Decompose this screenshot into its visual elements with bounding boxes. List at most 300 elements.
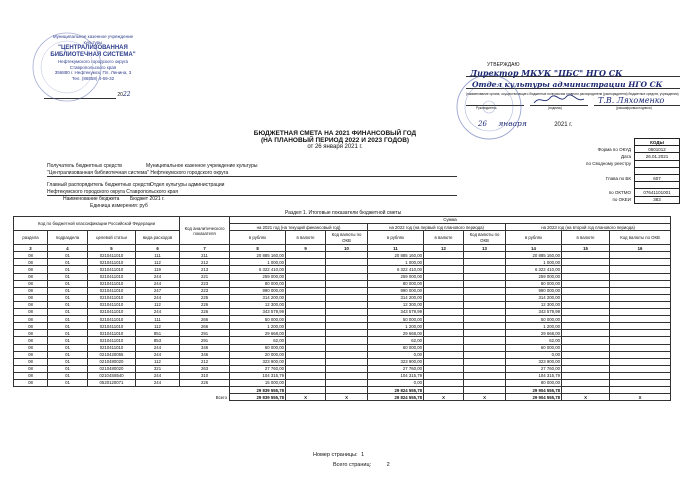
cell-vr: 111 [136, 252, 180, 259]
cell-razdel: 08 [14, 330, 48, 337]
cell-podrazdel: 01 [48, 316, 88, 323]
approval-head-name: Т.В. Ляхоменко [598, 96, 665, 105]
cell-podrazdel: 01 [48, 259, 88, 266]
header-sum: Сумма [230, 217, 671, 224]
cell-year-3-okv [610, 316, 671, 323]
cell-razdel: 08 [14, 358, 48, 365]
cell-year-3-rub: 6 322 410,00 [506, 266, 562, 273]
cell-csr: 0210411010 [88, 323, 136, 330]
cell-csr: 0520120071 [88, 379, 136, 386]
cell-year-2-rub: 314 200,00 [368, 294, 424, 301]
cell-vr: 851 [136, 330, 180, 337]
cell-year-1-okv [326, 252, 368, 259]
table-row [14, 252, 671, 259]
cell-year-3-okv [610, 344, 671, 351]
codes-header: КОДЫ [635, 139, 680, 146]
cell-vr: 244 [136, 280, 180, 287]
cell-razdel: 08 [14, 259, 48, 266]
cell-analytic: 223 [180, 280, 230, 287]
cell-year-2-val [424, 372, 464, 379]
cell-csr: 0210480020 [88, 358, 136, 365]
cell-podrazdel: 01 [48, 330, 88, 337]
cell-analytic: 291 [180, 337, 230, 344]
cell-year-3-val [562, 337, 610, 344]
stamp-line: 356880 г. Нефтекумск, Пл. Ленина, 3 [54, 70, 132, 75]
cell-year-2-val [424, 365, 464, 372]
cell-year-3-rub: 20 885 160,00 [506, 252, 562, 259]
column-numbers-row [14, 245, 671, 252]
cell-year-1-okv [326, 330, 368, 337]
cell-year-3-okv [610, 351, 671, 358]
table-row [14, 259, 671, 266]
subtotal-row [14, 387, 671, 394]
cell-razdel: 08 [14, 287, 48, 294]
cell-year-1-rub: 6 322 410,00 [230, 266, 286, 273]
cell-year-1-val [286, 323, 326, 330]
header-okv-3: Код валюты по ОКВ [610, 231, 671, 245]
cell-year-1-val [286, 379, 326, 386]
cell-year-1-val [286, 365, 326, 372]
cell-year-3-rub: 80 000,00 [506, 280, 562, 287]
cell-year-2-okv [464, 309, 506, 316]
header-vr: вида расходов [136, 231, 180, 245]
total-x-mark: X [562, 394, 610, 401]
cell-year-2-val [424, 358, 464, 365]
cell-year-1-rub: 50 000,00 [230, 316, 286, 323]
cell-razdel: 08 [14, 294, 48, 301]
cell-year-2-rub: 50 000,00 [368, 316, 424, 323]
total-pages-value: 2 [386, 462, 390, 468]
round-seal-right-icon [454, 72, 524, 142]
header-analytic: Код аналитического показателя [180, 217, 230, 245]
cell-year-2-rub: 323 900,00 [368, 358, 424, 365]
cell-year-2-okv [464, 294, 506, 301]
cell-year-3-okv [610, 379, 671, 386]
cell-vr: 321 [136, 365, 180, 372]
cell-vr: 244 [136, 273, 180, 280]
cell-year-1-val [286, 372, 326, 379]
unit-label: Единица измерения: руб [90, 203, 148, 209]
column-number: 10 [326, 245, 368, 252]
cell-year-2-rub: 6 322 410,00 [368, 266, 424, 273]
cell-razdel: 08 [14, 273, 48, 280]
cell-year-2-val [424, 280, 464, 287]
cell-year-3-okv [610, 287, 671, 294]
cell-year-2-val [424, 294, 464, 301]
cell-vr: 112 [136, 323, 180, 330]
manager-value: Отдел культуры администрации [150, 182, 225, 188]
cell-year-3-okv [610, 323, 671, 330]
cell-year-1-rub: 27 760,00 [230, 365, 286, 372]
cell-csr: 0210420055 [88, 351, 136, 358]
cell-csr: 0210411010 [88, 316, 136, 323]
header-val-3: в валюте [562, 231, 610, 245]
cell-year-1-okv [326, 294, 368, 301]
cell-year-3-val [562, 280, 610, 287]
cell-razdel: 08 [14, 365, 48, 372]
cell-csr: 0210411010 [88, 273, 136, 280]
cell-year-2-rub: 1 200,00 [368, 323, 424, 330]
cell-year-3-val [562, 330, 610, 337]
cell-year-3-okv [610, 309, 671, 316]
stamp-line: Нефтекумского городского округа [57, 59, 129, 64]
cell-year-3-val [562, 358, 610, 365]
cell-year-2-rub: 0,00 [368, 351, 424, 358]
cell-vr: 244 [136, 351, 180, 358]
cell-year-1-rub: 314 200,00 [230, 294, 286, 301]
cell-analytic: 226 [180, 309, 230, 316]
codes-label: по Сводному реестру [586, 161, 631, 167]
cell-podrazdel: 01 [48, 379, 88, 386]
cell-year-2-okv [464, 337, 506, 344]
cell-year-2-okv [464, 259, 506, 266]
table-row [14, 323, 671, 330]
budget-value: Бюджет 2021 г. [130, 196, 165, 202]
cell-year-2-val [424, 259, 464, 266]
cell-csr: 0210411010 [88, 259, 136, 266]
total-row [14, 394, 671, 401]
cell-year-2-val [424, 252, 464, 259]
header-code: Код по бюджетной классификации Российской Федерации [14, 217, 180, 231]
cell-year-2-okv [464, 252, 506, 259]
header-rub-3: в рублях [506, 231, 562, 245]
subtotal-year-2: 29 824 555,78 [368, 387, 424, 394]
cell-year-3-rub: 12 300,00 [506, 301, 562, 308]
cell-analytic: 310 [180, 372, 230, 379]
cell-razdel: 08 [14, 344, 48, 351]
cell-year-1-okv [326, 323, 368, 330]
column-number: 9 [286, 245, 326, 252]
cell-year-2-okv [464, 372, 506, 379]
cell-year-3-val [562, 252, 610, 259]
cell-podrazdel: 01 [48, 273, 88, 280]
cell-year-2-okv [464, 330, 506, 337]
table-row [14, 365, 671, 372]
table-row [14, 301, 671, 308]
total-x-mark: X [610, 394, 671, 401]
header-year-1: на 2021 год (на текущий финансовый год) [230, 224, 368, 231]
stamp-line: БИБЛИОТЕЧНАЯ СИСТЕМА" [50, 52, 136, 58]
cell-csr: 0210411010 [88, 294, 136, 301]
table-row [14, 358, 671, 365]
cell-razdel: 08 [14, 316, 48, 323]
column-number: 8 [230, 245, 286, 252]
cell-year-1-val [286, 273, 326, 280]
cell-year-2-val [424, 273, 464, 280]
cell-year-2-rub: 1 000,00 [368, 259, 424, 266]
cell-year-2-val [424, 287, 464, 294]
cell-csr: 0210411010 [88, 252, 136, 259]
codes-block [560, 138, 680, 204]
cell-year-3-rub: 50 000,00 [506, 316, 562, 323]
total-year-3: 29 904 555,78 [506, 394, 562, 401]
cell-podrazdel: 01 [48, 344, 88, 351]
cell-vr: 111 [136, 316, 180, 323]
codes-value: 26.01.2021 [635, 153, 680, 160]
header-year-3: на 2023 год (на второй год планового периода) [506, 224, 671, 231]
cell-year-1-okv [326, 280, 368, 287]
cell-year-3-rub: 0,00 [506, 351, 562, 358]
cell-razdel: 08 [14, 309, 48, 316]
cell-razdel: 08 [14, 252, 48, 259]
stamp-line: Муниципальное казенное учреждение [52, 34, 134, 39]
codes-label [560, 182, 635, 189]
cell-razdel: 08 [14, 372, 48, 379]
cell-year-3-rub: 104 315,79 [506, 372, 562, 379]
cell-year-1-okv [326, 344, 368, 351]
cell-razdel: 08 [14, 323, 48, 330]
cell-podrazdel: 01 [48, 323, 88, 330]
cell-csr: 0210411010 [88, 280, 136, 287]
header-csr: целевой статьи [88, 231, 136, 245]
cell-razdel: 08 [14, 301, 48, 308]
codes-row [560, 146, 680, 153]
recipient-label: Получатель бюджетных средств [47, 163, 122, 169]
title-line-1: БЮДЖЕТНАЯ СМЕТА НА 2021 ФИНАНСОВЫЙ ГОД [253, 130, 417, 137]
cell-analytic: 225 [180, 294, 230, 301]
codes-row [560, 174, 680, 181]
stamp-date-suffix: 20 [117, 92, 123, 98]
codes-value [635, 160, 680, 167]
round-seal-left-icon [30, 30, 104, 104]
cell-year-2-rub: 0,00 [368, 379, 424, 386]
cell-year-3-val [562, 372, 610, 379]
title-line-2: (НА ПЛАНОВЫЙ ПЕРИОД 2022 И 2023 ГОДОВ) [260, 137, 410, 144]
cell-analytic: 212 [180, 259, 230, 266]
header-okv-1: Код валюты по ОКВ [326, 231, 368, 245]
cell-year-1-okv [326, 337, 368, 344]
cell-year-1-val [286, 266, 326, 273]
cell-year-2-val [424, 301, 464, 308]
cell-vr: 244 [136, 379, 180, 386]
cell-vr: 112 [136, 301, 180, 308]
cell-year-1-okv [326, 259, 368, 266]
header-podrazdel: подраздела [48, 231, 88, 245]
cell-year-1-val [286, 344, 326, 351]
cell-year-3-rub: 29 668,00 [506, 330, 562, 337]
cell-year-2-okv [464, 273, 506, 280]
cell-podrazdel: 01 [48, 301, 88, 308]
cell-vr: 853 [136, 337, 180, 344]
table-row [14, 351, 671, 358]
cell-year-2-rub: 27 760,00 [368, 365, 424, 372]
page-number [313, 452, 364, 458]
cell-analytic: 266 [180, 323, 230, 330]
table-row [14, 372, 671, 379]
cell-year-3-val [562, 365, 610, 372]
recipient-value: Муниципальное казенное учреждение культуры [146, 163, 258, 169]
codes-label [560, 167, 635, 174]
cell-year-2-val [424, 330, 464, 337]
header-val-2: в валюте [424, 231, 464, 245]
codes-row [560, 153, 680, 160]
cell-year-1-rub: 29 668,00 [230, 330, 286, 337]
approval-org: Отдел культуры администрации НГО СК [472, 80, 663, 89]
column-number: 16 [610, 245, 671, 252]
cell-year-1-okv [326, 351, 368, 358]
cell-vr: 244 [136, 294, 180, 301]
cell-vr: 247 [136, 287, 180, 294]
column-number: 14 [506, 245, 562, 252]
cell-year-1-val [286, 351, 326, 358]
cell-analytic: 346 [180, 351, 230, 358]
page-number-value: 1 [361, 452, 365, 458]
cell-year-1-okv [326, 358, 368, 365]
subtotal-year-2-val [424, 387, 464, 394]
column-number: 5 [88, 245, 136, 252]
cell-year-3-val [562, 273, 610, 280]
column-number: 11 [368, 245, 424, 252]
stamp-line: Тел. (86558) 4-69-32 [71, 75, 115, 81]
cell-year-3-rub: 1 200,00 [506, 323, 562, 330]
cell-year-1-val [286, 309, 326, 316]
cell-razdel: 08 [14, 379, 48, 386]
codes-row [560, 182, 680, 189]
cell-year-3-okv [610, 280, 671, 287]
cell-podrazdel: 01 [48, 337, 88, 344]
cell-year-2-rub: 80 000,00 [368, 280, 424, 287]
table-row [14, 379, 671, 386]
cell-year-2-rub: 104 315,79 [368, 372, 424, 379]
approval-date-month: января [498, 119, 527, 128]
cell-csr: 0210480020 [88, 365, 136, 372]
cell-year-3-okv [610, 330, 671, 337]
manager-value-2: Нефтекумского городского округа Ставропольского края [47, 189, 178, 195]
cell-year-2-okv [464, 266, 506, 273]
cell-year-1-val [286, 330, 326, 337]
cell-year-1-rub: 259 000,00 [230, 273, 286, 280]
codes-value: 607 [635, 174, 680, 181]
cell-vr: 244 [136, 372, 180, 379]
cell-year-1-val [286, 316, 326, 323]
cell-year-3-val [562, 323, 610, 330]
table-row [14, 280, 671, 287]
codes-value [635, 167, 680, 174]
cell-razdel: 08 [14, 266, 48, 273]
cell-year-1-val [286, 358, 326, 365]
cell-year-3-rub: 343 579,99 [506, 309, 562, 316]
cell-year-1-rub: 80 000,00 [230, 280, 286, 287]
total-x-mark: X [286, 394, 326, 401]
total-pages-label: Всего страниц: [333, 462, 372, 468]
cell-podrazdel: 01 [48, 287, 88, 294]
cell-vr: 112 [136, 259, 180, 266]
column-number: 3 [14, 245, 48, 252]
cell-year-3-val [562, 309, 610, 316]
stamp-line: "ЦЕНТРАЛИЗОВАННАЯ [58, 45, 128, 51]
stamp-line: культуры [83, 39, 103, 45]
cell-year-1-val [286, 294, 326, 301]
approval-head-caption-mid: (подпись) [548, 106, 563, 110]
codes-label: Глава по БК [605, 175, 631, 181]
cell-year-2-okv [464, 379, 506, 386]
cell-year-3-okv [610, 252, 671, 259]
cell-year-3-okv [610, 301, 671, 308]
stamp-date-year: 22 [122, 91, 131, 98]
recipient-value-2: "Централизованная библиотечная система" Нефтекумского городского округа [47, 170, 229, 176]
codes-label: по ОКЕИ [612, 197, 631, 203]
cell-year-2-okv [464, 301, 506, 308]
cell-year-3-okv [610, 337, 671, 344]
table-row [14, 294, 671, 301]
cell-razdel: 08 [14, 351, 48, 358]
cell-year-3-okv [610, 358, 671, 365]
document-title [230, 130, 440, 151]
cell-year-2-val [424, 323, 464, 330]
codes-value: 07641101001 [635, 189, 680, 196]
cell-csr: 0210411010 [88, 287, 136, 294]
cell-analytic: 221 [180, 273, 230, 280]
table-row [14, 337, 671, 344]
cell-year-3-rub: 314 200,00 [506, 294, 562, 301]
cell-vr: 244 [136, 309, 180, 316]
cell-csr: 0210411010 [88, 309, 136, 316]
codes-table [560, 138, 680, 204]
cell-year-3-rub: 259 000,00 [506, 273, 562, 280]
subtotal-year-3-okv [610, 387, 671, 394]
cell-year-1-rub: 1 200,00 [230, 323, 286, 330]
cell-year-2-rub: 343 579,99 [368, 309, 424, 316]
column-number: 13 [464, 245, 506, 252]
cell-year-1-rub: 20 000,00 [230, 351, 286, 358]
codes-row [560, 196, 680, 203]
cell-podrazdel: 01 [48, 351, 88, 358]
cell-year-3-rub: 990 000,00 [506, 287, 562, 294]
cell-year-3-okv [610, 259, 671, 266]
subtotal-blank [14, 387, 230, 394]
cell-razdel: 08 [14, 280, 48, 287]
cell-year-3-okv [610, 266, 671, 273]
cell-year-3-val [562, 344, 610, 351]
header-rub-1: в рублях [230, 231, 286, 245]
header-okv-2: Код валюты по ОКВ [464, 231, 506, 245]
cell-csr: 02104S8540 [88, 372, 136, 379]
subtotal-year-1-val [286, 387, 326, 394]
cell-csr: 0210411010 [88, 344, 136, 351]
cell-podrazdel: 01 [48, 280, 88, 287]
cell-year-1-val [286, 287, 326, 294]
cell-vr: 119 [136, 266, 180, 273]
total-x-mark: X [326, 394, 368, 401]
approval-title: УТВЕРЖДАЮ [487, 62, 520, 68]
column-number: 6 [136, 245, 180, 252]
header-val-1: в валюте [286, 231, 326, 245]
codes-value: 383 [635, 196, 680, 203]
budget-table [13, 216, 671, 401]
cell-podrazdel: 01 [48, 266, 88, 273]
codes-label: Форма по ОКУД [597, 146, 631, 152]
cell-year-3-val [562, 316, 610, 323]
cell-year-2-rub: 29 668,00 [368, 330, 424, 337]
cell-year-1-okv [326, 273, 368, 280]
approval-head-caption-left: Руководитель [476, 106, 497, 110]
cell-analytic: 291 [180, 330, 230, 337]
cell-year-2-val [424, 309, 464, 316]
subtotal-year-3-val [562, 387, 610, 394]
cell-year-1-rub: 104 315,79 [230, 372, 286, 379]
section-title: Раздел 1. Итоговые показатели бюджетной сметы [285, 210, 402, 216]
cell-year-1-okv [326, 301, 368, 308]
subtotal-year-3: 29 904 555,78 [506, 387, 562, 394]
cell-year-2-okv [464, 316, 506, 323]
table-row [14, 330, 671, 337]
cell-year-3-rub: 60 000,00 [506, 344, 562, 351]
cell-year-2-okv [464, 358, 506, 365]
cell-year-2-okv [464, 287, 506, 294]
cell-csr: 0210411010 [88, 266, 136, 273]
cell-year-1-okv [326, 316, 368, 323]
cell-vr: 112 [136, 358, 180, 365]
